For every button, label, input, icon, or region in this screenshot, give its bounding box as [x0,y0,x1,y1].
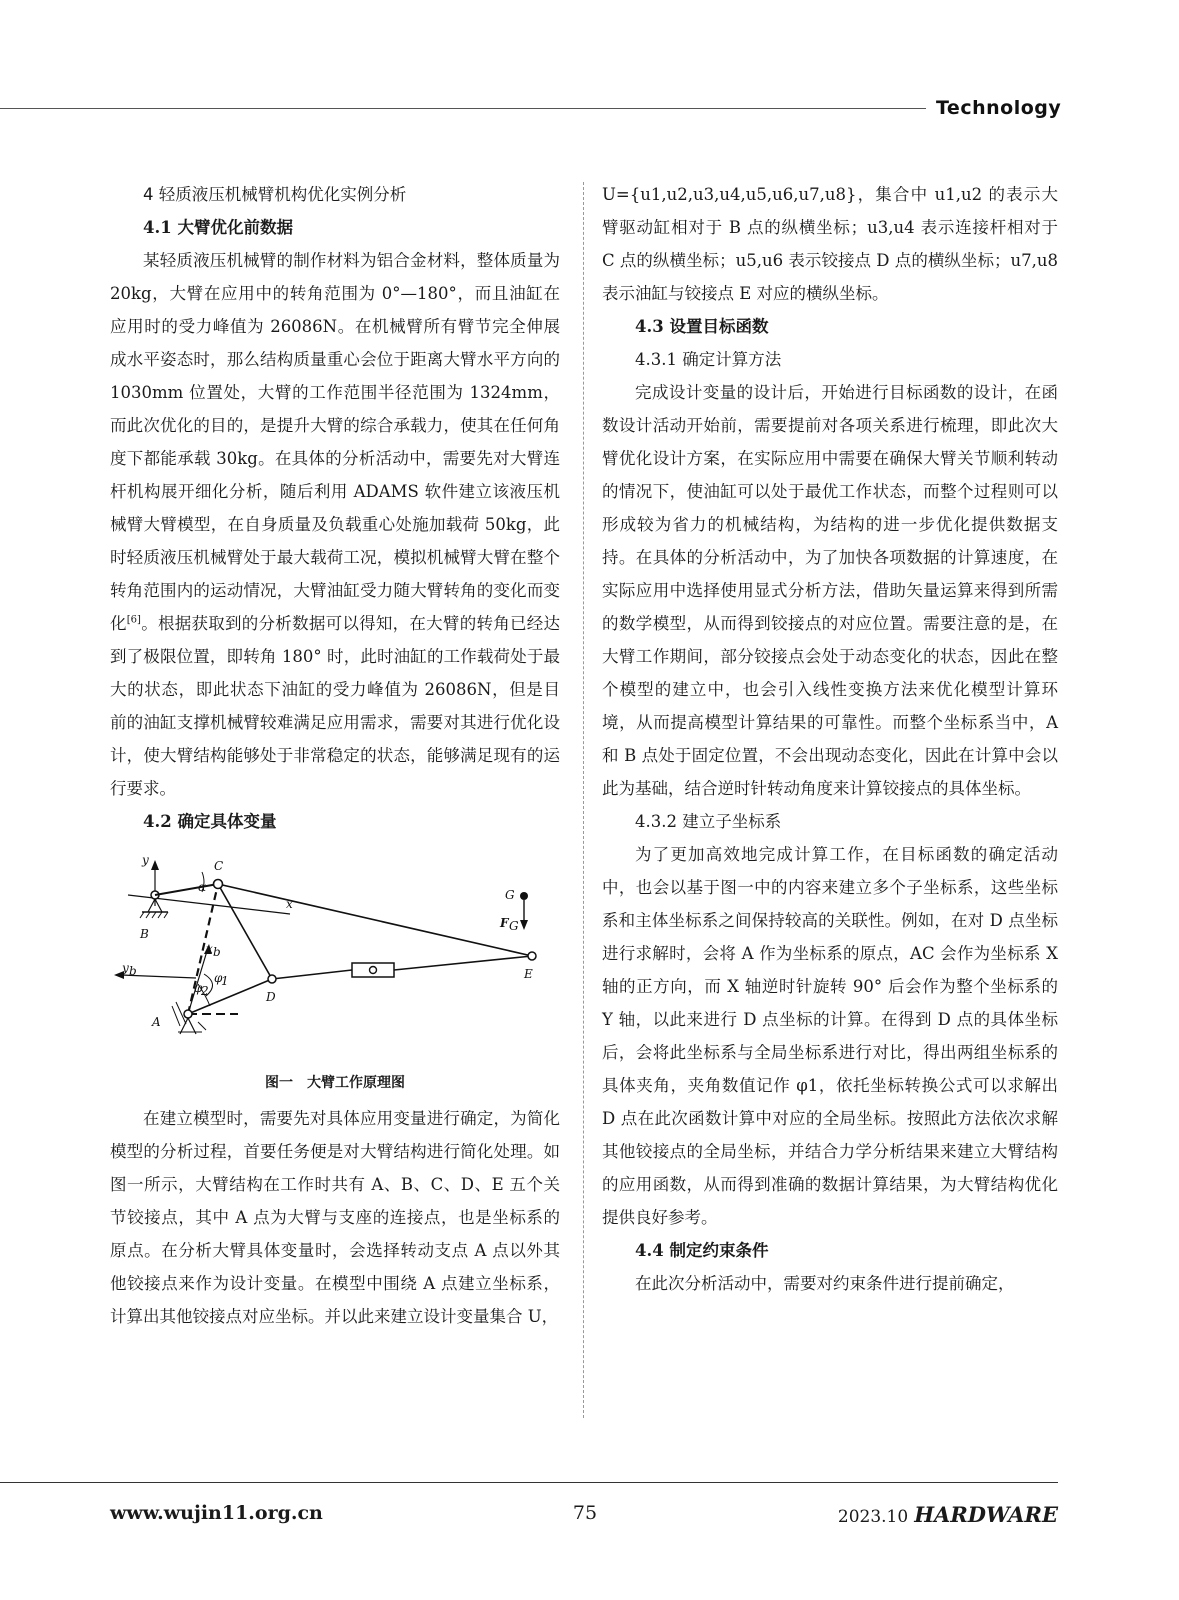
paragraph-4-4: 在此次分析活动中，需要对约束条件进行提前确定， [635,1274,1015,1293]
support-b-leg [155,899,162,912]
cylinder-rod [272,970,352,979]
center-of-gravity-g [520,892,528,900]
label-xb: x [206,942,213,956]
label-x: x [286,897,293,911]
subsection-title-4-2: 4.2 确定具体变量 [143,812,277,831]
joint-e [528,952,536,960]
boom-ce [218,884,532,956]
subsection-title-4-4: 4.4 制定约束条件 [635,1241,769,1260]
paragraph-4-2: 在建立模型时，需要先对具体应用变量进行确定，为简化模型的分析过程，首要任务便是对大臂结构进行简化处理。如图一所示，大臂结构在工作时共有 A、B、C、D、E 五个关节铰接点，其中 A 点为大臂与支座的连接点，也是坐标系的原点。在分析大臂具体变量时，会选择转动支点 A 点以外其他铰接点来作为设计变量。在模型中围绕 A 点建立坐标系，计算出其他铰接点对应坐标。并以此来建立设计变量集合 U， [110,1109,560,1326]
label-g: G [505,888,515,902]
paragraph-4-1 [110,244,560,805]
label-e: E [524,967,533,981]
joint-d [268,975,276,983]
footer-rule [0,1482,1058,1483]
column-divider [583,182,584,1418]
support-b-hatch [140,912,168,918]
label-phi1: φ [214,971,223,985]
link-bc [155,884,218,895]
support-b-leg [148,899,155,912]
y-axis-arrow [151,860,159,870]
label-yb-sub: b [129,964,137,978]
page-number: 75 [572,1502,598,1524]
issue-date: 2023.10 [837,1507,909,1527]
label-a: A [152,1015,161,1029]
label-alpha: α [198,880,207,894]
label-phi2-sub: 2 [201,984,209,998]
cylinder-pin [370,967,377,974]
paragraph-4-3-1: 完成设计变量的设计后，开始进行目标函数的设计，在函数设计活动开始前，需要提前对各项关系进行梳理，即此次大臂优化设计方案，在实际应用中需要在确保大臂关节顺利转动的情况下，使油缸可以处于最优工作状态，而整个过程则可以形成较为省力的机械结构，为结构的进一步优化提供数据支持。在具体的分析活动中，为了加快各项数据的计算速度，在实际应用中选择使用显式分析方法，借助矢量运算来得到所需的数学模型，从而得到铰接点的对应位置。需要注意的是，在大臂工作期间，部分铰接点会处于动态变化的状态，因此在整个模型的建立中，也会引入线性变换方法来优化模型计算环境，从而提高模型计算结果的可靠性。而整个坐标系当中，A 和 B 点处于固定位置，不会出现动态变化，因此在计算中会以此为基础，结合逆时针转动角度来计算铰接点的具体坐标。 [602,383,1058,798]
paragraph-4-1-part-b: 。根据获取到的分析数据可以得知，在大臂的转角已经达到了极限位置，即转角 180° 时，此时油缸的工作载荷处于最大的状态，即此状态下油缸的受力峰值为 26086N，但是目前的油缸支撑机械臂较难满足应用需求，需要对其进行优化设计，使大臂结构能够处于非常稳定的状态，能够满足现有的运行要求。 [110,614,561,798]
footer-url: www.wujin11.org.cn [110,1502,323,1524]
force-fg-arrow [520,920,528,930]
subsection-title-4-3: 4.3 设置目标函数 [635,317,769,336]
label-fg-sub: G [509,919,519,933]
label-fg: F [500,916,509,930]
footer-issue [800,1502,1058,1527]
section-title: 4 轻质液压机械臂机构优化实例分析 [143,185,407,204]
label-y: y [142,853,149,867]
subsubsection-title-4-3-1: 4.3.1 确定计算方法 [635,350,782,369]
left-column [110,178,560,1333]
label-c: C [214,859,224,873]
header-rule [0,108,926,109]
label-xb-sub: b [213,945,221,959]
cylinder-tube [394,956,532,970]
magazine-name: HARDWARE [914,1502,1058,1527]
joint-a [184,1010,192,1018]
subsection-title-4-1: 4.1 大臂优化前数据 [143,218,293,237]
paragraph-4-3-2: 为了更加高效地完成计算工作，在目标函数的确定活动中，也会以基于图一中的内容来建立多个子坐标系，这些坐标系和主体坐标系之间保持较高的关联性。例如，在对 D 点坐标进行求解时，会将 A 作为坐标系的原点，AC 会作为坐标系 X 轴的正方向，而 X 轴逆时针旋转 90° 后会作为整个坐标系的 Y 轴，以此来进行 D 点坐标的计算。在得到 D 点的具体坐标后，会将此坐标系与全局坐标系进行对比，得出两组坐标系的具体夹角，夹角数值记作 φ1，依托坐标转换公式可以求解出 D 点在此次函数计算中对应的全局坐标。按照此方法依次求解其他铰接点的全局坐标，并结合力学分析结果来建立大臂结构的应用函数，从而得到准确的数据计算结果，为大臂结构优化提供良好参考。 [602,845,1058,1227]
paragraph-4-1-part-a: 某轻质液压机械臂的制作材料为铝合金材料，整体质量为 20kg，大臂在应用中的转角范围为 0°—180°，而且油缸在应用时的受力峰值为 26086N。在机械臂所有臂节完全伸展成水平姿态时，那么结构质量重心会位于距离大臂水平方向的 1030mm 位置处，大臂的工作范围半径范围为 1324mm，而此次优化的目的，是提升大臂的综合承载力，使其在任何角度下都能承载 30kg。在具体的分析活动中，需要先对大臂连杆机构展开细化分析，随后利用 ADAMS 软件建立该液压机械臂大臂模型，在自身质量及负载重心处施加载荷 50kg，此时轻质液压机械臂处于最大载荷工况，模拟机械臂大臂在整个转角范围内的运动情况，大臂油缸受力随大臂转角的变化而变化 [110,251,560,633]
joint-c [214,880,223,889]
figure-caption: 图一 大臂工作原理图 [265,1075,405,1091]
label-yb: y [122,961,129,975]
label-phi1-sub: 1 [221,974,229,988]
right-column [602,178,1058,1300]
label-b: B [140,927,149,941]
paragraph-continued: U={u1,u2,u3,u4,u5,u6,u7,u8}，集合中 u1,u2 的表示大臂驱动缸相对于 B 点的纵横坐标；u3,u4 表示连接杆相对于 C 点的纵横坐标；u5,u6 表示铰接点 D 点的横纵坐标；u7,u8 表示油缸与铰接点 E 对应的横纵坐标。 [602,185,1058,303]
link-cd [218,884,272,979]
citation-ref: [6] [126,614,141,626]
running-header: Technology [936,97,1062,119]
figure-arm-principle [110,846,560,1063]
mechanism-diagram [110,846,560,1063]
label-d: D [266,990,276,1004]
subsubsection-title-4-3-2: 4.3.2 建立子坐标系 [635,812,782,831]
label-phi2: φ [194,981,203,995]
